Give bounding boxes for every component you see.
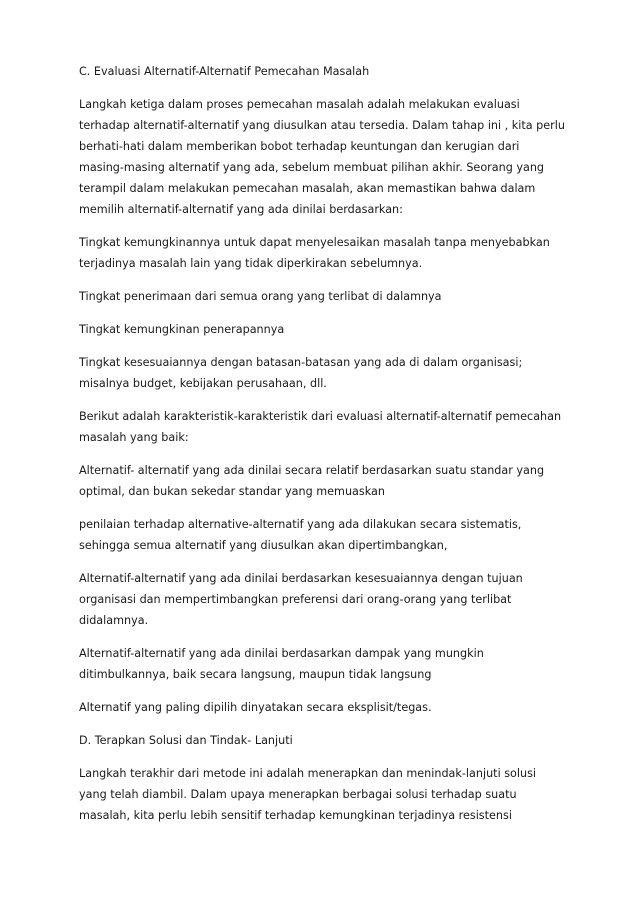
characteristic-item: Alternatif-alternatif yang ada dinilai berdasarkan dampak yang mungkin ditimbulkannya, baik secara langsung, maupun tidak langsung xyxy=(79,647,484,681)
characteristic-item: Alternatif- alternatif yang ada dinilai secara relatif berdasarkan suatu standar yang optimal, dan bukan sekedar standar yang memuaskan xyxy=(79,464,545,498)
section-heading-d: D. Terapkan Solusi dan Tindak- Lanjuti xyxy=(79,734,293,747)
characteristic-item: Alternatif yang paling dipilih dinyatakan secara eksplisit/tegas. xyxy=(79,701,432,714)
criteria-item: Tingkat kesesuaiannya dengan batasan-batasan yang ada di dalam organisasi; misalnya budget, kebijakan perusahaan, dll. xyxy=(79,356,523,390)
paragraph-intro: Langkah ketiga dalam proses pemecahan masalah adalah melakukan evaluasi terhadap alternatif-alternatif yang diusulkan atau tersedia. Dalam tahap ini , kita perlu berhati-hati dalam memberikan bobot terhadap keuntungan dan kerugian dari masing-masing alternatif yang ada, sebelum membuat pilihan akhir. Seorang yang terampil dalam melakukan pemecahan masalah, akan memastikan bahwa dalam memilih alternatif-alternatif yang ada dinilai berdasarkan: xyxy=(79,98,565,216)
document-body xyxy=(79,61,565,838)
criteria-item: Tingkat kemungkinan penerapannya xyxy=(79,323,285,336)
section-heading-c: C. Evaluasi Alternatif-Alternatif Pemecahan Masalah xyxy=(79,65,370,78)
characteristic-item: penilaian terhadap alternative-alternatif yang ada dilakukan secara sistematis, sehingga semua alternatif yang diusulkan akan dipertimbangkan, xyxy=(79,518,522,552)
paragraph-implementation: Langkah terakhir dari metode ini adalah menerapkan dan menindak-lanjuti solusi yang telah diambil. Dalam upaya menerapkan berbagai solusi terhadap suatu masalah, kita perlu lebih sensitif terhadap kemungkinan terjadinya resistensi xyxy=(79,767,537,822)
characteristic-item: Alternatif-alternatif yang ada dinilai berdasarkan kesesuaiannya dengan tujuan organisasi dan mempertimbangkan preferensi dari orang-orang yang terlibat didalamnya. xyxy=(79,572,523,627)
criteria-item: Tingkat penerimaan dari semua orang yang terlibat di dalamnya xyxy=(79,290,442,303)
paragraph-characteristics-intro: Berikut adalah karakteristik-karakteristik dari evaluasi alternatif-alternatif pemecahan masalah yang baik: xyxy=(79,410,562,444)
criteria-item: Tingkat kemungkinannya untuk dapat menyelesaikan masalah tanpa menyebabkan terjadinya masalah lain yang tidak diperkirakan sebelumnya. xyxy=(79,236,550,270)
